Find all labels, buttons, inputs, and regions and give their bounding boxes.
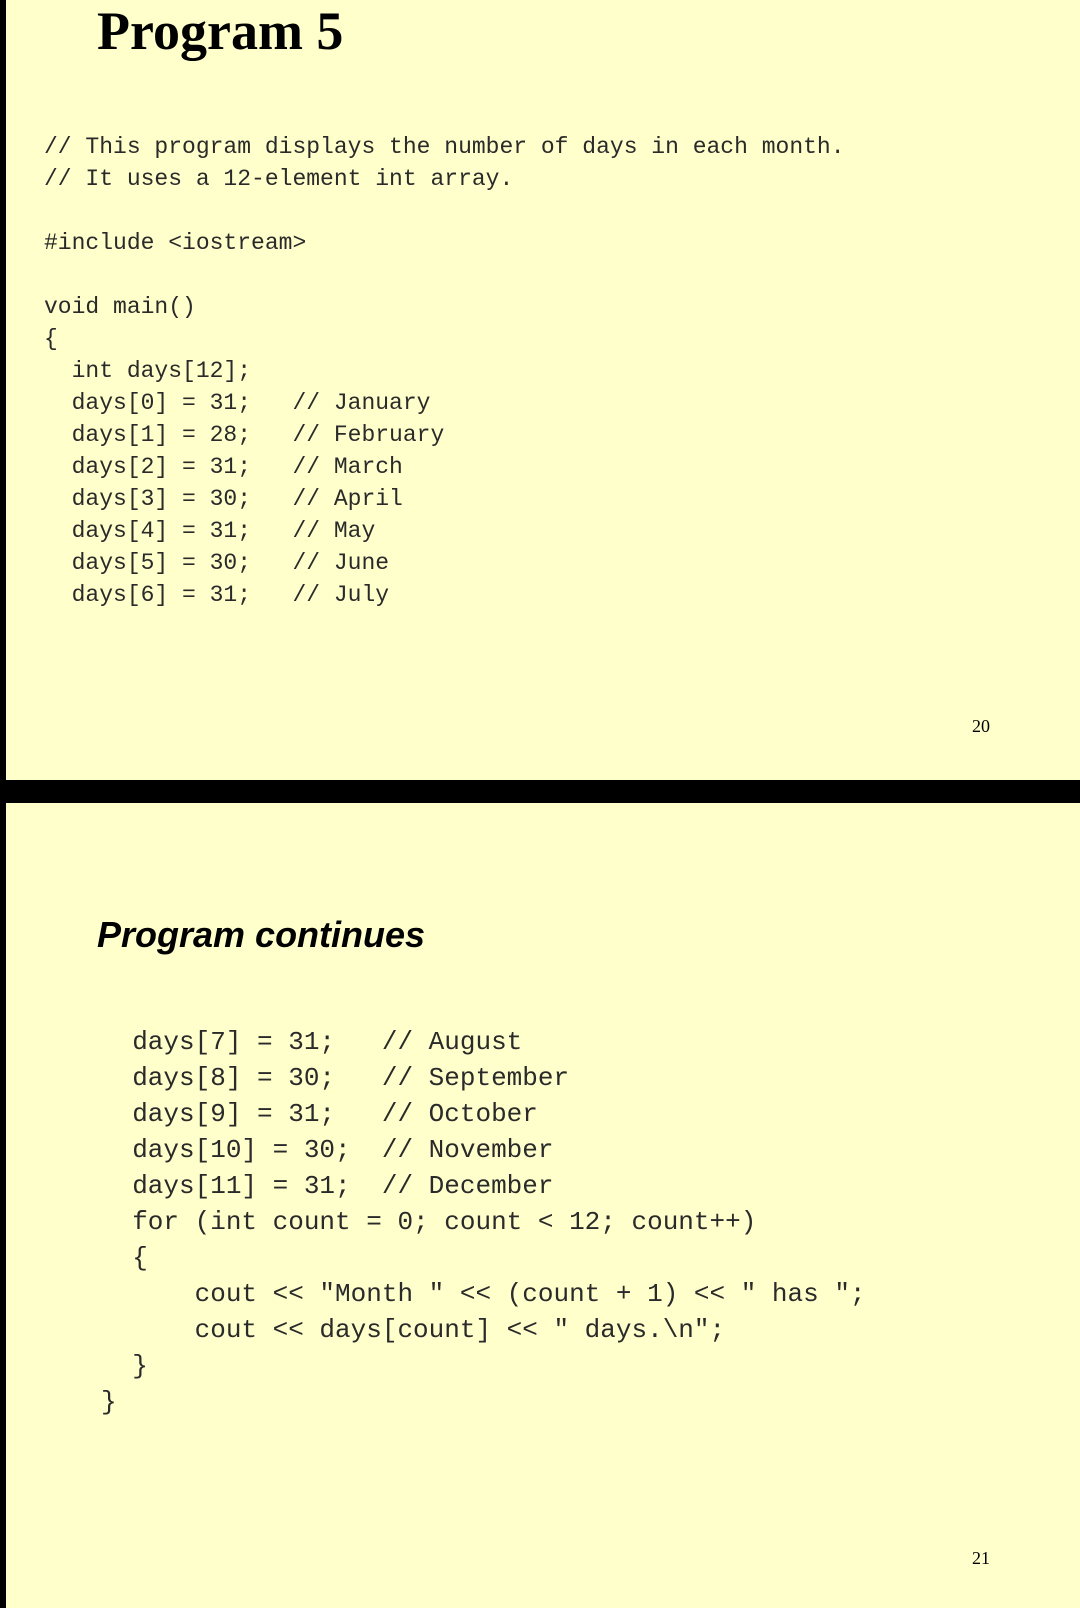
code-line: days[2] = 31; // March xyxy=(44,454,403,480)
code-line: days[1] = 28; // February xyxy=(44,422,445,448)
code-line: days[4] = 31; // May xyxy=(44,518,376,544)
code-line: } xyxy=(101,1387,117,1417)
code-line: days[5] = 30; // June xyxy=(44,550,390,576)
page-number: 21 xyxy=(972,1548,990,1568)
code-line: // It uses a 12-element int array. xyxy=(44,166,514,192)
code-line: cout << "Month " << (count + 1) << " has "; xyxy=(101,1279,866,1309)
code-line: } xyxy=(101,1351,148,1381)
code-line: cout << days[count] << " days.\n"; xyxy=(101,1315,726,1345)
slide-title: Program continues xyxy=(97,914,426,955)
code-line: { xyxy=(44,326,58,352)
page-number: 20 xyxy=(972,716,990,736)
code-block xyxy=(44,131,845,611)
code-line xyxy=(44,259,845,291)
code-line: days[8] = 30; // September xyxy=(101,1063,570,1093)
code-line: days[3] = 30; // April xyxy=(44,486,403,512)
slide-21 xyxy=(6,803,1080,1608)
code-block xyxy=(101,1024,866,1420)
code-line: days[10] = 30; // November xyxy=(101,1135,554,1165)
code-line: void main() xyxy=(44,294,196,320)
code-line: days[11] = 31; // December xyxy=(101,1171,554,1201)
code-line: { xyxy=(101,1243,148,1273)
slide-title: Program 5 xyxy=(97,1,344,61)
code-line: days[0] = 31; // January xyxy=(44,390,431,416)
code-line: days[7] = 31; // August xyxy=(101,1027,523,1057)
code-line: for (int count = 0; count < 12; count++) xyxy=(101,1207,757,1237)
code-line: #include <iostream> xyxy=(44,230,307,256)
slide-20 xyxy=(6,0,1080,780)
code-line xyxy=(44,195,845,227)
code-line: days[6] = 31; // July xyxy=(44,582,390,608)
code-line: days[9] = 31; // October xyxy=(101,1099,538,1129)
code-line: int days[12]; xyxy=(44,358,252,384)
code-line: // This program displays the number of days in each month. xyxy=(44,134,845,160)
